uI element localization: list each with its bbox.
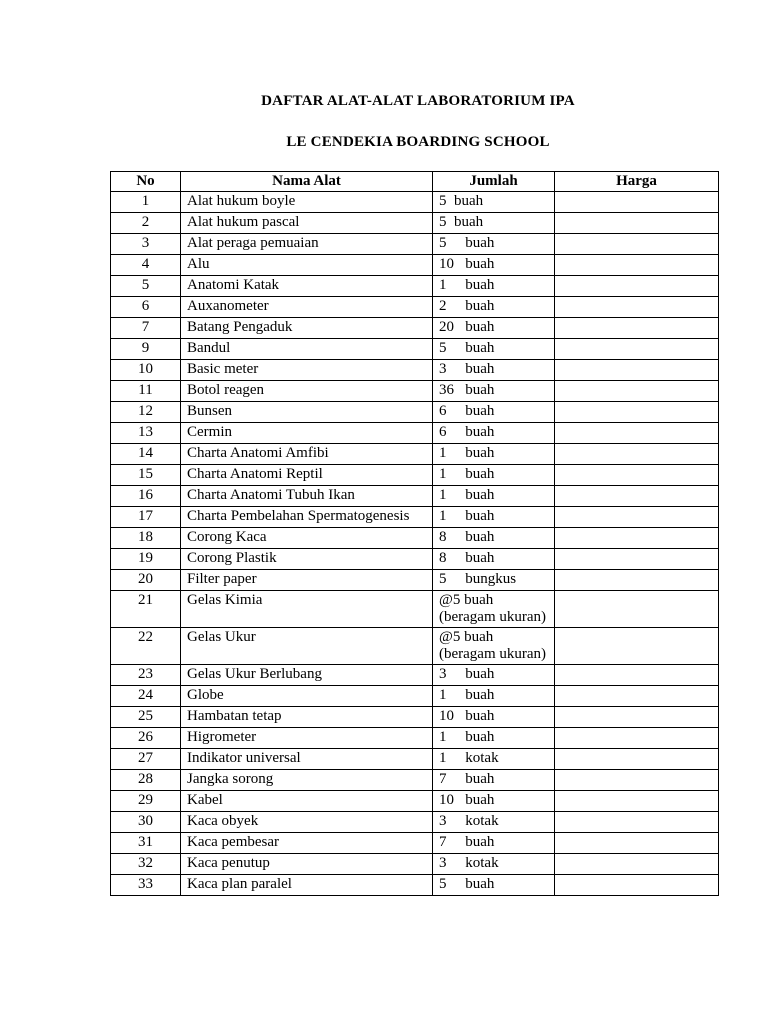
item-name: Bunsen <box>181 402 433 423</box>
row-number: 25 <box>111 707 181 728</box>
row-number: 7 <box>111 318 181 339</box>
table-row <box>111 255 719 276</box>
item-price <box>555 297 719 318</box>
item-quantity: 8 buah <box>433 528 555 549</box>
table-row <box>111 854 719 875</box>
item-name: Batang Pengaduk <box>181 318 433 339</box>
item-name: Filter paper <box>181 570 433 591</box>
document-title: DAFTAR ALAT-ALAT LABORATORIUM IPA <box>261 93 575 109</box>
item-name: Alat peraga pemuaian <box>181 234 433 255</box>
row-number: 17 <box>111 507 181 528</box>
item-quantity: 2 buah <box>433 297 555 318</box>
table-row <box>111 486 719 507</box>
row-number: 6 <box>111 297 181 318</box>
table-row <box>111 528 719 549</box>
table-row <box>111 213 719 234</box>
row-number: 27 <box>111 749 181 770</box>
item-price <box>555 402 719 423</box>
item-quantity: 10 buah <box>433 255 555 276</box>
table-row <box>111 360 719 381</box>
row-number: 14 <box>111 444 181 465</box>
document-subtitle: LE CENDEKIA BOARDING SCHOOL <box>286 134 550 150</box>
row-number: 9 <box>111 339 181 360</box>
item-name: Kaca pembesar <box>181 833 433 854</box>
row-number: 26 <box>111 728 181 749</box>
row-number: 2 <box>111 213 181 234</box>
item-quantity: 1 buah <box>433 465 555 486</box>
row-number: 28 <box>111 770 181 791</box>
item-name: Gelas Ukur <box>181 628 433 665</box>
item-quantity: 5 buah <box>433 339 555 360</box>
item-price <box>555 591 719 628</box>
item-price <box>555 318 719 339</box>
item-quantity: 3 buah <box>433 665 555 686</box>
item-name: Hambatan tetap <box>181 707 433 728</box>
row-number: 19 <box>111 549 181 570</box>
item-price <box>555 686 719 707</box>
item-name: Jangka sorong <box>181 770 433 791</box>
item-price <box>555 628 719 665</box>
item-name: Gelas Kimia <box>181 591 433 628</box>
item-price <box>555 749 719 770</box>
table-row <box>111 570 719 591</box>
item-quantity: 20 buah <box>433 318 555 339</box>
item-price <box>555 507 719 528</box>
item-quantity: 5 buah <box>433 213 555 234</box>
item-name: Anatomi Katak <box>181 276 433 297</box>
table-row <box>111 549 719 570</box>
item-quantity: 3 kotak <box>433 812 555 833</box>
item-price <box>555 707 719 728</box>
row-number: 11 <box>111 381 181 402</box>
item-quantity: 36 buah <box>433 381 555 402</box>
row-number: 18 <box>111 528 181 549</box>
table-row <box>111 444 719 465</box>
item-name: Higrometer <box>181 728 433 749</box>
item-name: Auxanometer <box>181 297 433 318</box>
item-quantity: 1 buah <box>433 444 555 465</box>
table-row <box>111 875 719 896</box>
item-name: Corong Plastik <box>181 549 433 570</box>
item-price <box>555 360 719 381</box>
table-row <box>111 770 719 791</box>
table-row <box>111 628 719 665</box>
row-number: 29 <box>111 791 181 812</box>
table-row <box>111 234 719 255</box>
item-price <box>555 791 719 812</box>
item-name: Kaca plan paralel <box>181 875 433 896</box>
item-price <box>555 728 719 749</box>
item-quantity: 10 buah <box>433 707 555 728</box>
table-row <box>111 423 719 444</box>
item-price <box>555 770 719 791</box>
row-number: 21 <box>111 591 181 628</box>
table-row <box>111 665 719 686</box>
item-name: Gelas Ukur Berlubang <box>181 665 433 686</box>
table-row <box>111 686 719 707</box>
row-number: 13 <box>111 423 181 444</box>
item-quantity: 1 buah <box>433 728 555 749</box>
item-quantity: 5 bungkus <box>433 570 555 591</box>
item-name: Alu <box>181 255 433 276</box>
item-quantity: @5 buah (beragam ukuran) <box>433 591 555 628</box>
table-row <box>111 318 719 339</box>
item-price <box>555 570 719 591</box>
column-header-price: Harga <box>555 172 719 192</box>
item-quantity: 5 buah <box>433 875 555 896</box>
item-name: Charta Anatomi Reptil <box>181 465 433 486</box>
item-name: Kaca obyek <box>181 812 433 833</box>
row-number: 32 <box>111 854 181 875</box>
item-quantity: 7 buah <box>433 833 555 854</box>
item-name: Kaca penutup <box>181 854 433 875</box>
table-row <box>111 276 719 297</box>
item-quantity: 7 buah <box>433 770 555 791</box>
item-name: Basic meter <box>181 360 433 381</box>
item-quantity: @5 buah (beragam ukuran) <box>433 628 555 665</box>
table-header-row <box>111 172 719 192</box>
item-name: Botol reagen <box>181 381 433 402</box>
row-number: 31 <box>111 833 181 854</box>
row-number: 30 <box>111 812 181 833</box>
item-quantity: 3 kotak <box>433 854 555 875</box>
table-row <box>111 728 719 749</box>
row-number: 24 <box>111 686 181 707</box>
table-row <box>111 749 719 770</box>
item-quantity: 3 buah <box>433 360 555 381</box>
row-number: 23 <box>111 665 181 686</box>
table-row <box>111 791 719 812</box>
item-price <box>555 833 719 854</box>
row-number: 33 <box>111 875 181 896</box>
row-number: 12 <box>111 402 181 423</box>
item-price <box>555 486 719 507</box>
column-header-no: No <box>111 172 181 192</box>
table-row <box>111 402 719 423</box>
item-price <box>555 255 719 276</box>
item-price <box>555 812 719 833</box>
table-row <box>111 812 719 833</box>
item-name: Cermin <box>181 423 433 444</box>
table-row <box>111 507 719 528</box>
column-header-name: Nama Alat <box>181 172 433 192</box>
item-price <box>555 875 719 896</box>
table-row <box>111 591 719 628</box>
item-quantity: 1 buah <box>433 486 555 507</box>
row-number: 20 <box>111 570 181 591</box>
item-name: Corong Kaca <box>181 528 433 549</box>
table-row <box>111 297 719 318</box>
row-number: 15 <box>111 465 181 486</box>
item-name: Charta Anatomi Amfibi <box>181 444 433 465</box>
table-row <box>111 833 719 854</box>
item-price <box>555 213 719 234</box>
item-quantity: 1 kotak <box>433 749 555 770</box>
item-price <box>555 465 719 486</box>
item-name: Indikator universal <box>181 749 433 770</box>
item-name: Alat hukum boyle <box>181 192 433 213</box>
item-quantity: 1 buah <box>433 507 555 528</box>
item-price <box>555 528 719 549</box>
row-number: 4 <box>111 255 181 276</box>
item-name: Charta Pembelahan Spermatogenesis <box>181 507 433 528</box>
item-price <box>555 381 719 402</box>
item-price <box>555 339 719 360</box>
equipment-table <box>110 171 719 896</box>
item-name: Globe <box>181 686 433 707</box>
item-price <box>555 665 719 686</box>
item-price <box>555 854 719 875</box>
table-row <box>111 339 719 360</box>
table-row <box>111 192 719 213</box>
item-quantity: 6 buah <box>433 402 555 423</box>
item-price <box>555 192 719 213</box>
row-number: 1 <box>111 192 181 213</box>
item-price <box>555 276 719 297</box>
item-quantity: 10 buah <box>433 791 555 812</box>
column-header-qty: Jumlah <box>433 172 555 192</box>
row-number: 5 <box>111 276 181 297</box>
row-number: 22 <box>111 628 181 665</box>
table-row <box>111 381 719 402</box>
item-price <box>555 234 719 255</box>
row-number: 3 <box>111 234 181 255</box>
row-number: 16 <box>111 486 181 507</box>
item-quantity: 5 buah <box>433 192 555 213</box>
item-name: Alat hukum pascal <box>181 213 433 234</box>
item-quantity: 1 buah <box>433 276 555 297</box>
item-quantity: 1 buah <box>433 686 555 707</box>
item-quantity: 6 buah <box>433 423 555 444</box>
item-quantity: 8 buah <box>433 549 555 570</box>
table-row <box>111 707 719 728</box>
row-number: 10 <box>111 360 181 381</box>
item-name: Charta Anatomi Tubuh Ikan <box>181 486 433 507</box>
item-price <box>555 444 719 465</box>
item-price <box>555 423 719 444</box>
item-quantity: 5 buah <box>433 234 555 255</box>
item-name: Bandul <box>181 339 433 360</box>
item-name: Kabel <box>181 791 433 812</box>
item-price <box>555 549 719 570</box>
table-row <box>111 465 719 486</box>
